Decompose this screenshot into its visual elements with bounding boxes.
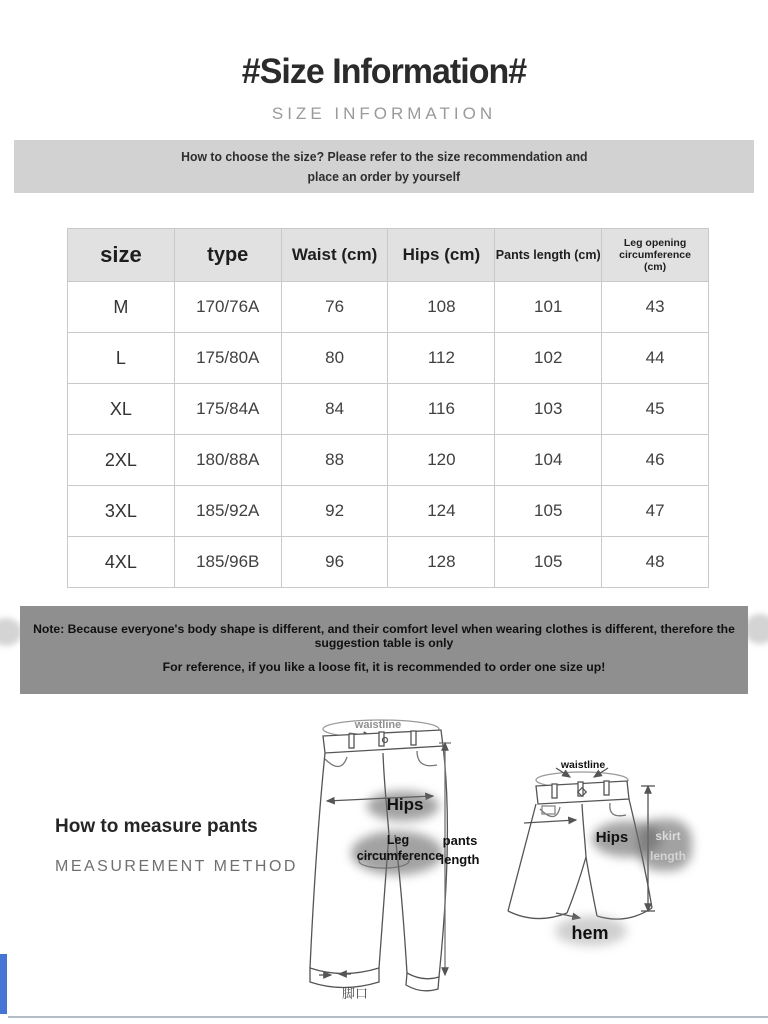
table-cell: 101: [495, 282, 602, 333]
pants-length-label-line1: pants: [442, 833, 478, 848]
note-banner: [20, 606, 748, 694]
table-cell: M: [68, 282, 175, 333]
table-cell: 105: [495, 486, 602, 537]
table-cell: 46: [602, 435, 709, 486]
table-cell: 105: [495, 537, 602, 588]
measure-heading: How to measure pants: [55, 816, 258, 837]
table-row: [68, 333, 709, 384]
shorts-hips-label: Hips: [595, 829, 629, 846]
table-cell: 88: [281, 435, 388, 486]
pants-measure-diagram: [305, 713, 480, 1013]
left-edge-accent-bar: [0, 954, 7, 1014]
shadow-smudge: [638, 819, 692, 871]
measure-subheading: MEASUREMENT METHOD: [55, 858, 298, 875]
table-cell: 2XL: [68, 435, 175, 486]
table-cell: 120: [388, 435, 495, 486]
table-cell: 175/80A: [174, 333, 281, 384]
table-row: [68, 384, 709, 435]
choose-size-line1: How to choose the size? Please refer to the size recommendation and: [180, 149, 588, 164]
bottom-divider: [8, 1016, 768, 1018]
ribbon-fold-left: [0, 618, 22, 646]
table-cell: 124: [388, 486, 495, 537]
pants-leg-opening-label: 脚口: [341, 986, 368, 1001]
table-cell: 175/84A: [174, 384, 281, 435]
table-row: [68, 537, 709, 588]
table-cell: 112: [388, 333, 495, 384]
table-cell: 3XL: [68, 486, 175, 537]
table-cell: 43: [602, 282, 709, 333]
choose-size-banner: [14, 140, 754, 193]
size-table-header: [68, 229, 709, 282]
table-cell: 80: [281, 333, 388, 384]
pants-leg-circumference-label-line1: Leg: [386, 833, 410, 847]
table-cell: 185/96B: [174, 537, 281, 588]
table-cell: 48: [602, 537, 709, 588]
column-header: Hips (cm): [388, 229, 495, 282]
shorts-measure-diagram: [500, 753, 705, 958]
note-line1: Note: Because everyone's body shape is different, and their comfort level when wearing clothes is different, therefore the suggestion table is only: [33, 622, 735, 650]
table-cell: 180/88A: [174, 435, 281, 486]
column-header: Pants length (cm): [495, 229, 602, 282]
table-row: [68, 282, 709, 333]
page-title: #Size Information#: [241, 52, 527, 91]
table-cell: 47: [602, 486, 709, 537]
page-subtitle: SIZE INFORMATION: [271, 104, 497, 123]
table-cell: 44: [602, 333, 709, 384]
column-header: size: [68, 229, 175, 282]
column-header: Waist (cm): [281, 229, 388, 282]
table-cell: 103: [495, 384, 602, 435]
choose-size-line2: place an order by yourself: [307, 169, 461, 184]
size-table-body: [68, 282, 709, 588]
table-cell: 108: [388, 282, 495, 333]
pants-leg-circumference-label-line2: circumference: [356, 849, 443, 863]
pants-waistline-label: waistline: [354, 719, 402, 731]
pants-hips-label: Hips: [386, 795, 424, 814]
pants-length-label-line2: length: [440, 852, 480, 867]
column-header: type: [174, 229, 281, 282]
table-cell: 92: [281, 486, 388, 537]
note-line2: For reference, if you like a loose fit, it is recommended to order one size up!: [162, 660, 606, 674]
column-header: Leg opening circumference (cm): [602, 229, 709, 282]
table-cell: 102: [495, 333, 602, 384]
table-cell: XL: [68, 384, 175, 435]
table-cell: 170/76A: [174, 282, 281, 333]
table-cell: 128: [388, 537, 495, 588]
table-cell: 45: [602, 384, 709, 435]
table-cell: 185/92A: [174, 486, 281, 537]
table-row: [68, 435, 709, 486]
shorts-hem-label: hem: [571, 923, 609, 943]
table-cell: 96: [281, 537, 388, 588]
table-cell: 76: [281, 282, 388, 333]
table-cell: 116: [388, 384, 495, 435]
table-cell: 4XL: [68, 537, 175, 588]
header-row: [68, 229, 709, 282]
table-row: [68, 486, 709, 537]
shorts-skirt-length-label-line2: length: [650, 849, 686, 863]
table-cell: 84: [281, 384, 388, 435]
table-cell: L: [68, 333, 175, 384]
shorts-waistline-label: waistline: [560, 759, 606, 771]
size-table: [67, 228, 709, 588]
table-cell: 104: [495, 435, 602, 486]
shorts-skirt-length-label-line1: skirt: [655, 829, 681, 843]
